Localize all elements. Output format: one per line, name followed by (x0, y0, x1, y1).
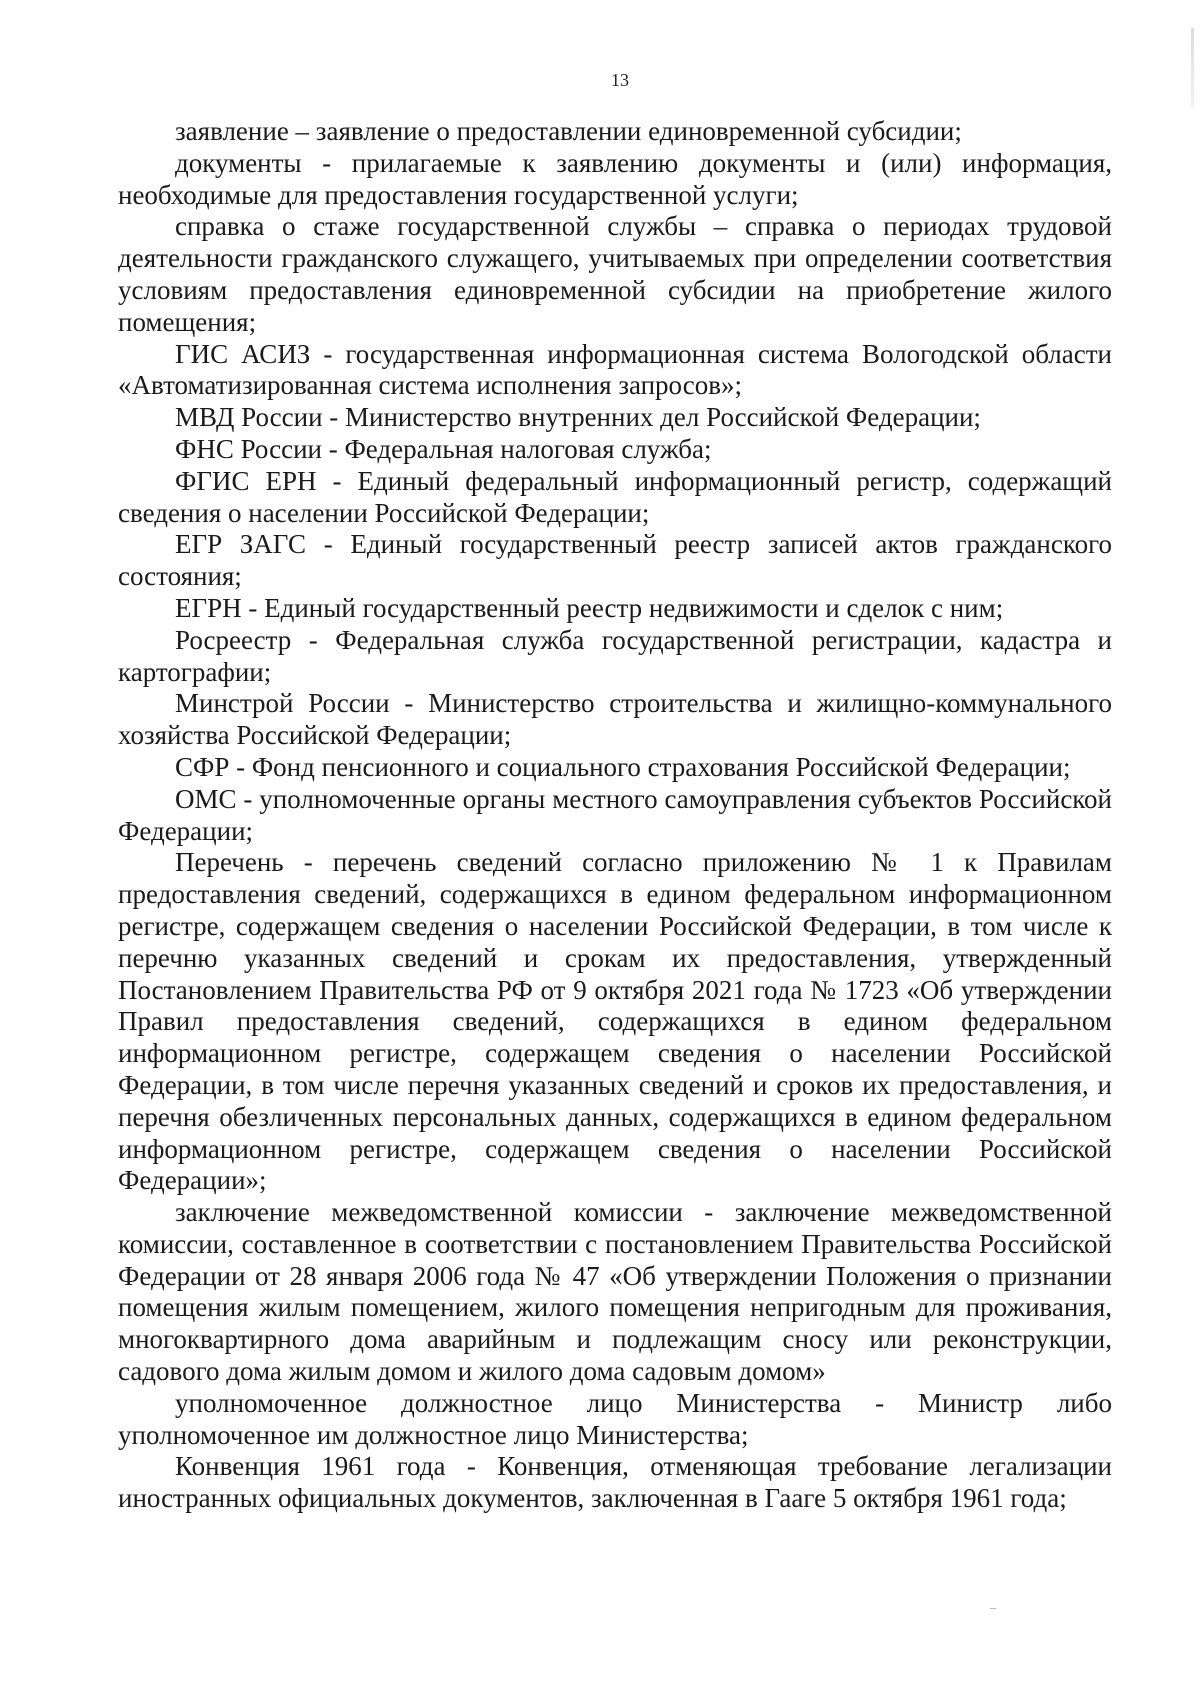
definition-paragraph: ФНС России - Федеральная налоговая служба; (175, 433, 712, 464)
definition-paragraph: справка о стаже государственной службы – справка о периодах трудовой деятельности гражданского служащего, учитываемых при определении соответствия условиям предоставления единовременной субсидии на приобретение жилого помещения; (118, 211, 1112, 337)
page-number: 13 (611, 70, 629, 90)
definition-paragraph: уполномоченное должностное лицо Министерства - Министр либо уполномоченное им должностное лицо Министерства; (118, 1387, 1112, 1450)
definition-paragraph: ЕГРН - Единый государственный реестр недвижимости и сделок с ним; (175, 592, 1004, 623)
definition-paragraph: ГИС АСИЗ - государственная информационная система Вологодской области «Автоматизированная система исполнения запросов»; (118, 338, 1112, 401)
definition-paragraph: документы - прилагаемые к заявлению документы и (или) информация, необходимые для предоставления государственной услуги; (118, 147, 1112, 210)
document-body (118, 116, 1112, 1515)
scan-speck (990, 1608, 996, 1609)
definition-paragraph: заключение межведомственной комиссии - заключение межведомственной комиссии, составленное в соответствии с постановлением Правительства Российской Федерации от 28 января 2006 года № 47 «Об утверждении Положения о признании помещения жилым помещением, жилого помещения непригодным для проживания, многоквартирного дома аварийным и подлежащим сносу или реконструкции, садового дома жилым домом и жилого дома садовым домом» (118, 1197, 1112, 1387)
definition-paragraph: заявление – заявление о предоставлении единовременной субсидии; (175, 116, 962, 146)
definition-paragraph: ОМС - уполномоченные органы местного самоуправления субъектов Российской Федерации; (118, 783, 1112, 846)
definition-paragraph: Росреестр - Федеральная служба государственной регистрации, кадастра и картографии; (118, 624, 1112, 687)
definition-paragraph: ФГИС ЕРН - Единый федеральный информационный регистр, содержащий сведения о населении Российской Федерации; (118, 465, 1112, 528)
definition-paragraph: Перечень - перечень сведений согласно приложению № 1 к Правилам предоставления сведений, содержащихся в едином федеральном информационном регистре, содержащем сведения о населении Российской Федерации, в том числе к перечню указанных сведений и срокам их предоставления, утвержденный Постановлением Правительства РФ от 9 октября 2021 года № 1723 «Об утверждении Правил предоставления сведений, содержащихся в едином федеральном информационном регистре, содержащем сведения о населении Российской Федерации, в том числе перечня указанных сведений и сроков их предоставления, и перечня обезличенных персональных данных, содержащихся в едином федеральном информационном регистре, содержащем сведения о населении Российской Федерации»; (118, 847, 1112, 1196)
definition-paragraph: СФР - Фонд пенсионного и социального страхования Российской Федерации; (175, 751, 1071, 782)
definition-paragraph: Минстрой России - Министерство строительства и жилищно-коммунального хозяйства Российской Федерации; (118, 688, 1112, 751)
definition-paragraph: МВД России - Министерство внутренних дел Российской Федерации; (175, 402, 981, 433)
scan-edge-mark (1191, 28, 1194, 108)
definition-paragraph: Конвенция 1961 года - Конвенция, отменяющая требование легализации иностранных официальных документов, заключенная в Гааге 5 октября 1961 года; (118, 1451, 1112, 1514)
definition-paragraph: ЕГР ЗАГС - Единый государственный реестр записей актов гражданского состояния; (118, 529, 1112, 592)
